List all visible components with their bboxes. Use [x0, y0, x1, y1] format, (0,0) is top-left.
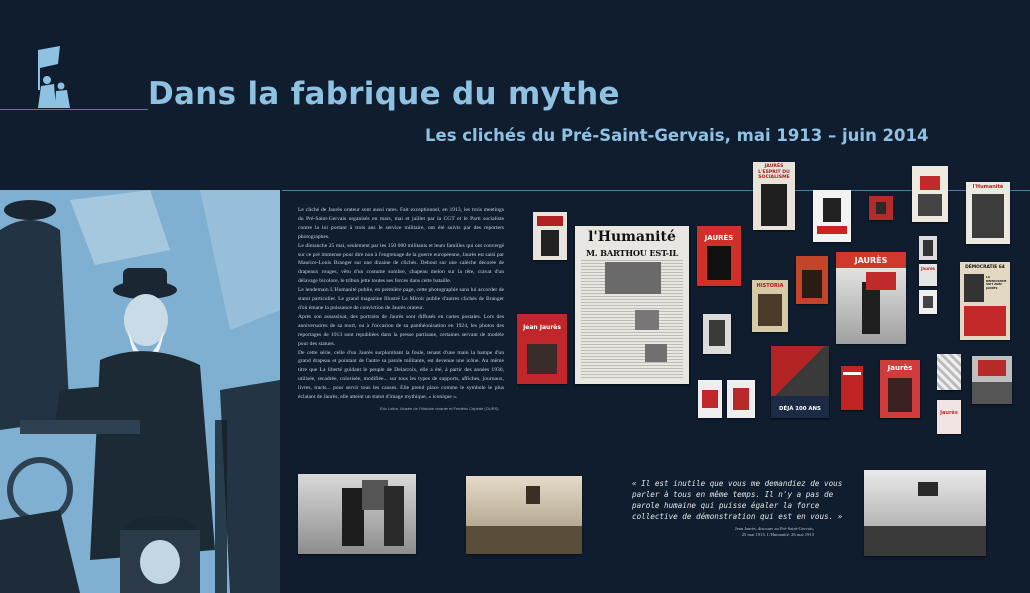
page-subtitle: Les clichés du Pré-Saint-Gervais, mai 1913 – juin 2014: [425, 126, 929, 145]
thumb-white-poster: [813, 190, 851, 242]
photo-jaures-speech-bw: [298, 474, 416, 554]
humanite-photo-1: [605, 262, 661, 294]
body-paragraph-5: De cette série, celle d'un Jaurès surplombant la foule, tenant d'une main la hampe d'un grand drapeau et pointant de l'autre sa parole militante, est devenue une icône. Au même titre que La liberté guidant le peuple de Delacroix, elle a été, à partir des années 1930, utilisée, recadrée, colorisée, modifiée... sur tous les types de supports, affiches, journaux, livres, tracts... pour servir tous les causes. Elle prend place comme le symbole le plus éclatant de Jaurès, elle atteint un statut d'image mythique, « iconique ».: [298, 349, 504, 401]
thumb-jaures-red-card: [697, 226, 741, 286]
thumb-red-small-top: [869, 196, 893, 220]
body-paragraph-2: Le dimanche 25 mai, seulement par les 150 000 militants et leurs familles qui ont convergé sur ce pré immense pour dire non à l'engrenage de la guerre européenne, Jaurès est saisi par Maurice-Louis Branger sur une dizaine de clichés. Debout sur une calèche décorée de drapeaux rouges, vêtu d'un costume sombre, chapeau melon sur la tête, cravat d'un délavage bicolore, le tribun jette toutes ses forces dans cette bataille.: [298, 242, 504, 285]
thumb-bw-postcard: [703, 314, 731, 354]
thumb-jaures-esprit-socialisme: [753, 162, 795, 230]
jaures-quote: « Il est inutile que vous me demandiez de vous parler à tous en même temps. Il n'y a pas de parole humaine qui puisse égaler la force collective de démonstration qui est en vous. »: [632, 479, 843, 521]
body-paragraph-1: Le cliché de Jaurès orateur sont aussi rares. Fait exceptionnel, en 1913, les trois meetings du Pré-Saint-Gervais organisés en mars, mai et juillet par la CGT et le Parti socialiste contre la loi portant à trois ans le service militaire, ont été suivis par des reporters photographes.: [298, 207, 504, 240]
humanite-photo-3: [645, 344, 667, 362]
thumb-small-red-2: [727, 380, 755, 418]
thumb-flag-poster: [912, 166, 948, 222]
body-paragraph-3: Le lendemain L'Humanité publie, en première page, cette photographie sans lui accorder de statut particulier. Le grand magazine Illustré Le Miroir publie d'autres clichés de Branger d'où émane la puissance de conviction de Jaurès orateur.: [298, 287, 504, 311]
thumb-bw-small-1: [919, 236, 937, 260]
thumb-jaures-esprit-title: JAURÈS L'ESPRIT DU SOCIALISME: [758, 164, 790, 180]
humanite-front-page: [575, 226, 689, 384]
thumb-poster-red-1: [533, 212, 567, 260]
thumb-democratie-64: [960, 262, 1010, 340]
photo-crowd-flag-sepia: [466, 476, 582, 554]
thumb-jaures-pink: [880, 360, 920, 418]
thumb-small-red-1: [698, 380, 722, 418]
thumb-historia-title: HISTORIA: [756, 283, 784, 289]
thumb-jean-jaures-title: Jean Jaurès: [523, 324, 561, 331]
orator-scene-illustration: [0, 190, 280, 593]
quote-source-line-2: 25 mai 1913. L'Humanité, 26 mai 1913: [741, 532, 814, 537]
header-rule: [0, 109, 148, 110]
body-paragraph-4: Après son assassinat, des portraits de Jaurès sont diffusés en cartes postales. Lors des anniversaires de sa mort, ou à l'occasion de sa panthéonisation en 1924, les photos des reportages de 1913 sont republiées dans la presse partisane, certaines servant de modèle pour des statues.: [298, 313, 504, 347]
thumb-jaures-big-poster: [836, 252, 906, 344]
thumb-jaures-pink-title: Jaurès: [887, 364, 913, 372]
caption-book: ·: [517, 386, 519, 391]
body-text: [298, 206, 504, 402]
thumb-democratie-sub: LA DÉMOCRATIE SUIT AVEC JAURÈS: [986, 275, 1007, 290]
thumb-humanite-small: [966, 182, 1010, 244]
thumb-orange-poster: [796, 256, 828, 304]
thumb-jaures-red-title: JAURÈS: [704, 234, 734, 242]
flag-bearer-logo-icon: [34, 44, 74, 110]
text-credit: Éric Lafon, Musée de l'Histoire vivante et Frédéric Cépède (OURS): [380, 406, 499, 411]
humanite-masthead: l'Humanité: [588, 229, 676, 245]
page-title: Dans la fabrique du mythe: [148, 76, 620, 112]
thumb-deja-100-ans: [771, 346, 829, 418]
thumb-red-crowd: [972, 356, 1012, 404]
quote-source-line-1: Jean Jaurès, discours au Pré-Saint-Gervais,: [734, 526, 814, 531]
thumb-jaures-pink2-title: Jaurès: [940, 410, 958, 416]
thumb-bw-small-2: [919, 290, 937, 314]
thumb-deja-100-title: DÉJÀ 100 ANS: [779, 406, 821, 412]
thumb-jaures-sm-title: Jaurès: [920, 266, 936, 271]
thumb-patterned: [937, 354, 961, 390]
quote-source: [690, 526, 814, 538]
thumb-democratie-title: DÉMOCRATIE 64: [965, 265, 1005, 270]
thumb-red-book: [841, 366, 863, 410]
photo-crowd-flag-bw: [864, 470, 986, 556]
thumb-historia: [752, 280, 788, 332]
thumb-jaures-big-title: JAURÈS: [854, 256, 888, 265]
thumb-jaures-sm: [919, 264, 937, 286]
humanite-photo-2: [635, 310, 659, 330]
thumb-humanite-small-title: l'Humanité: [972, 184, 1004, 190]
thumb-jaures-pink-2: [937, 400, 961, 434]
humanite-headline: M. BARTHOU EST-IL: [585, 248, 679, 258]
jaures-orator-photo: [0, 190, 280, 593]
thumb-book-jean-jaures: [517, 314, 567, 384]
